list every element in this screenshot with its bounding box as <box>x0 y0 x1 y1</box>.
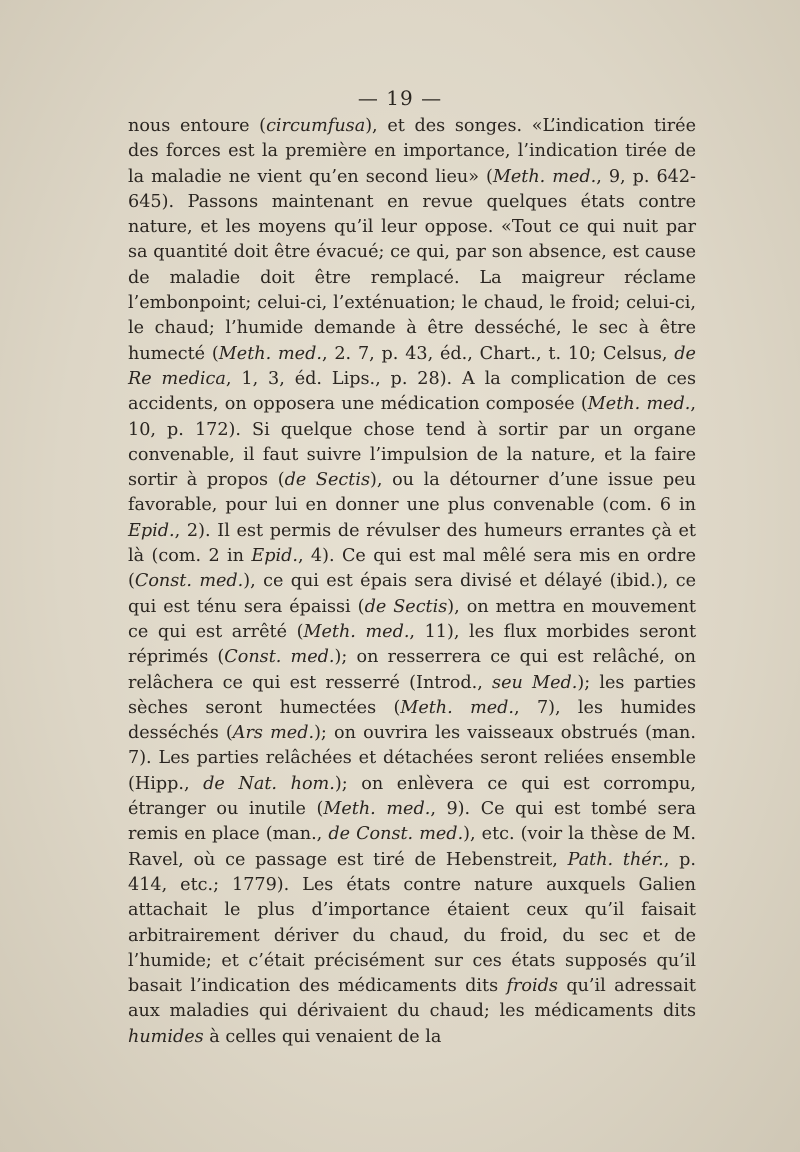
text-run: ), ou la détourner d’une issue peu favorable, pour lui en donner une plus convenable (com. 6 in <box>128 470 696 516</box>
italic-citation: Const. med. <box>134 571 244 592</box>
italic-term: humides <box>128 1026 204 1047</box>
italic-citation: Meth. med. <box>323 799 431 820</box>
italic-citation: Meth. med. <box>492 166 597 187</box>
text-run: , 10, p. 172). Si quelque chose tend à sortir par un organe convenable, il faut suivre l’impulsion de la nature, et la faire sortir à propos ( <box>128 394 696 491</box>
italic-citation: de Const. med. <box>328 824 464 845</box>
text-run: ); on resserrera ce qui est relâché, on relâchera ce qui est resserré (Introd., <box>128 647 696 693</box>
italic-citation: de Sectis <box>284 470 370 491</box>
text-run: , 2. 7, p. 43, éd., Chart., t. 10; Celsus, <box>321 343 675 364</box>
text-run: , 7), les humides desséchés ( <box>128 697 696 744</box>
italic-citation: Meth. med. <box>303 621 410 642</box>
text-run: ), etc. (voir la thèse de M. Ravel, où ce passage est tiré de Hebenstreit, <box>128 824 696 870</box>
italic-term: circumfusa <box>266 116 366 136</box>
text-run: , 4). Ce qui est mal mêlé sera mis en ordre ( <box>128 546 696 592</box>
italic-citation: Const. med. <box>224 647 335 668</box>
text-run: , 2). Il est permis de révulser des humeurs errantes çà et là (com. 2 in <box>128 520 696 567</box>
italic-term: froids <box>506 976 558 997</box>
text-run: , 9, p. 642-645). Passons maintenant en revue quelques états contre nature, et les moyens qu’il leur oppose. «Tout ce qui nuit par sa quantité doit être évacué; ce qui, par son absence, est cause de maladie doit être remplacé. La maigreur réclame l’embonpoint; celui-ci, l’exténuation; le chaud, le froid; celui-ci, le chaud; l’humide demande à être desséché, le sec à être humecté ( <box>128 166 696 364</box>
italic-citation: seu Med. <box>492 672 578 693</box>
body-text <box>128 114 696 1050</box>
text-run: nous entoure ( <box>128 116 267 136</box>
text-run: ), on mettra en mouvement ce qui est arrêté ( <box>128 596 696 642</box>
text-run: à celles qui venaient de la <box>203 1026 442 1047</box>
text-run: , 9). Ce qui est tombé sera remis en place (man., <box>128 799 697 845</box>
text-run: ); on ouvrira les vaisseaux obstrués (man. 7). Les parties relâchées et détachées seront reliées ensemble (Hipp., <box>128 723 696 794</box>
text-run: ); on enlèvera ce qui est corrompu, étranger ou inutile ( <box>128 773 697 820</box>
text-run: , 11), les flux morbides seront réprimés ( <box>128 621 697 668</box>
italic-citation: Ars med. <box>232 723 315 744</box>
italic-citation: Meth. med. <box>400 697 515 718</box>
paragraph <box>128 114 696 1050</box>
italic-citation: Meth. med. <box>587 394 691 415</box>
text-run: ), et des songes. «L’indication tirée des forces est la première en importance, l’indication tirée de la maladie ne vient qu’en second lieu» ( <box>128 116 696 187</box>
text-run: qu’il adressait aux maladies qui dérivaient du chaud; les médicaments dits <box>128 976 696 1022</box>
italic-citation: de Re medica <box>128 343 696 389</box>
italic-citation: Meth. med. <box>218 343 322 364</box>
page-number: — 19 — <box>357 86 443 110</box>
italic-citation: Path. thér. <box>567 849 664 870</box>
text-run: , p. 414, etc.; 1779). Les états contre nature auxquels Galien attachait le plus d’importance étaient ceux qu’il faisait arbitrairement dériver du chaud, du froid, du sec et de l’humide; et c’était précisément sur ces états supposés qu’il basait l’indication des médicaments dits <box>128 849 696 997</box>
italic-citation: Epid. <box>251 546 298 567</box>
text-run: , 1, 3, éd. Lips., p. 28). A la complication de ces accidents, on opposera une médication composée ( <box>128 368 696 415</box>
italic-citation: de Sectis <box>364 596 448 617</box>
italic-citation: Epid. <box>128 520 175 541</box>
italic-citation: de Nat. hom. <box>203 773 335 794</box>
text-run: ), ce qui est épais sera divisé et délayé (ibid.), ce qui est ténu sera épaissi ( <box>128 571 696 617</box>
text-run: ); les parties sèches seront humectées ( <box>128 672 696 718</box>
